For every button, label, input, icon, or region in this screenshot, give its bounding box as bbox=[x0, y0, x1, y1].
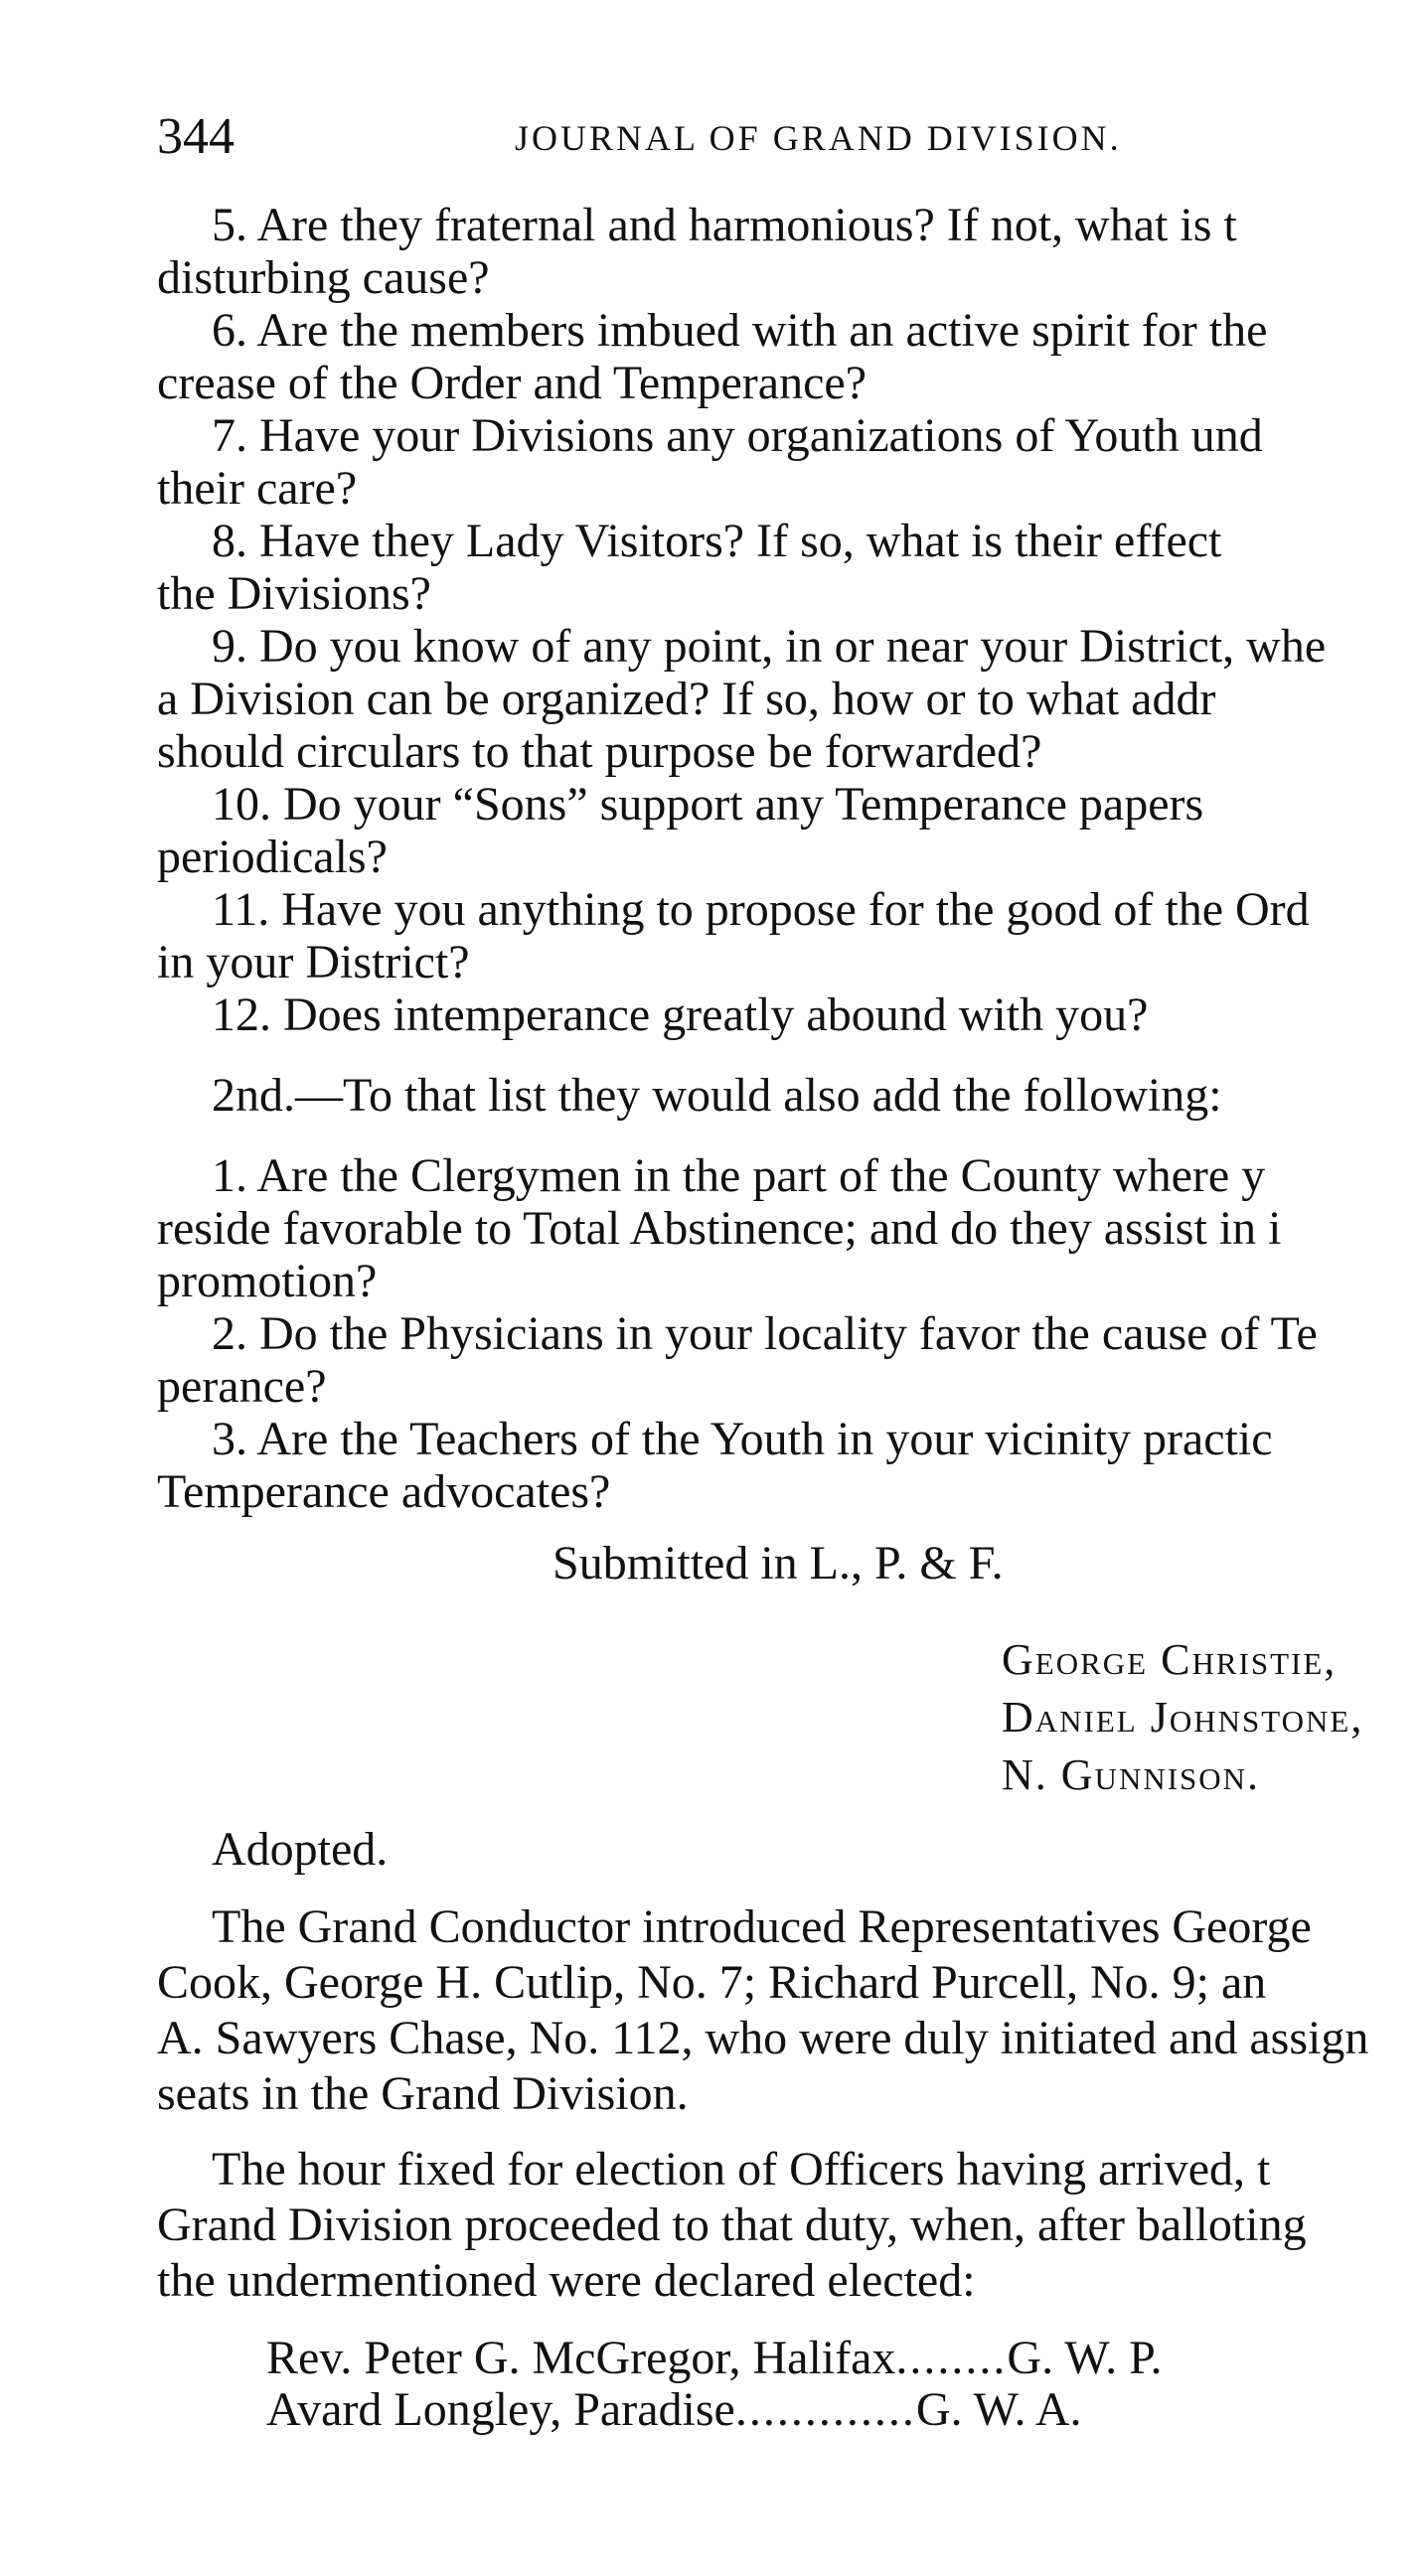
body-text bbox=[157, 199, 1420, 2436]
page-header bbox=[157, 107, 1420, 167]
officer-title: G. W. P. bbox=[1007, 2332, 1163, 2384]
question-item: 5. Are they fraternal and harmonious? If not, what is t disturbing cause? bbox=[157, 199, 1237, 304]
adopted-line: Adopted. bbox=[212, 1823, 389, 1876]
page-number: 344 bbox=[157, 108, 235, 165]
paragraph-election: The hour fixed for election of Officers having arrived, t Grand Division proceeded to that duty, when, after balloting the undermentioned were declared elected: bbox=[157, 2143, 1307, 2307]
leader-dots: ............. bbox=[734, 2383, 916, 2436]
question-item: 2. Do the Physicians in your locality favor the cause of Te perance? bbox=[157, 1307, 1318, 1413]
officers-list bbox=[157, 2333, 1420, 2436]
submitted-line: Submitted in L., P. & F. bbox=[552, 1537, 1004, 1590]
running-title: JOURNAL OF GRAND DIVISION. bbox=[515, 118, 1122, 158]
officer-name: Rev. Peter G. McGregor, Halifax bbox=[266, 2332, 896, 2384]
question-item: 9. Do you know of any point, in or near your District, whe a Division can be organized? If so, how or to what addr should circulars to that purpose be forwarded? bbox=[157, 620, 1327, 778]
question-item: 8. Have they Lady Visitors? If so, what is their effect the Divisions? bbox=[157, 515, 1222, 620]
question-item: 10. Do your “Sons” support any Temperance papers periodicals? bbox=[157, 778, 1204, 883]
question-item: 11. Have you anything to propose for the good of the Ord in your District? bbox=[157, 883, 1310, 988]
officer-name: Avard Longley, Paradise bbox=[266, 2383, 735, 2436]
questions-list-first bbox=[157, 199, 1420, 1041]
signature-block bbox=[157, 1631, 1420, 1804]
question-item: 12. Does intemperance greatly abound with you? bbox=[212, 988, 1149, 1041]
question-item: 3. Are the Teachers of the Youth in your vicinity practic Temperance advocates? bbox=[157, 1413, 1273, 1518]
section-heading: 2nd.—To that list they would also add the following: bbox=[212, 1069, 1222, 1122]
officer-title: G. W. A. bbox=[915, 2383, 1082, 2436]
question-item: 6. Are the members imbued with an active spirit for the crease of the Order and Temperance? bbox=[157, 304, 1268, 409]
paragraph-representatives: The Grand Conductor introduced Representatives George Cook, George H. Cutlip, No. 7; Richard Purcell, No. 9; an A. Sawyers Chase, No. 112, who were duly initiated and assign seats in the Grand Division. bbox=[157, 1900, 1369, 2120]
leader-dots: ........ bbox=[895, 2332, 1008, 2384]
signature-name: Daniel Johnstone, bbox=[1002, 1693, 1364, 1742]
signature-name: George Christie, bbox=[1002, 1635, 1338, 1684]
signature-name: N. Gunnison. bbox=[1002, 1750, 1261, 1799]
officer-row bbox=[266, 2384, 1420, 2436]
officer-row bbox=[266, 2333, 1420, 2384]
questions-list-second bbox=[157, 1149, 1420, 1518]
question-item: 1. Are the Clergymen in the part of the County where y reside favorable to Total Abstinence; and do they assist in i promotion? bbox=[157, 1149, 1282, 1307]
question-item: 7. Have your Divisions any organizations of Youth und their care? bbox=[157, 409, 1263, 515]
